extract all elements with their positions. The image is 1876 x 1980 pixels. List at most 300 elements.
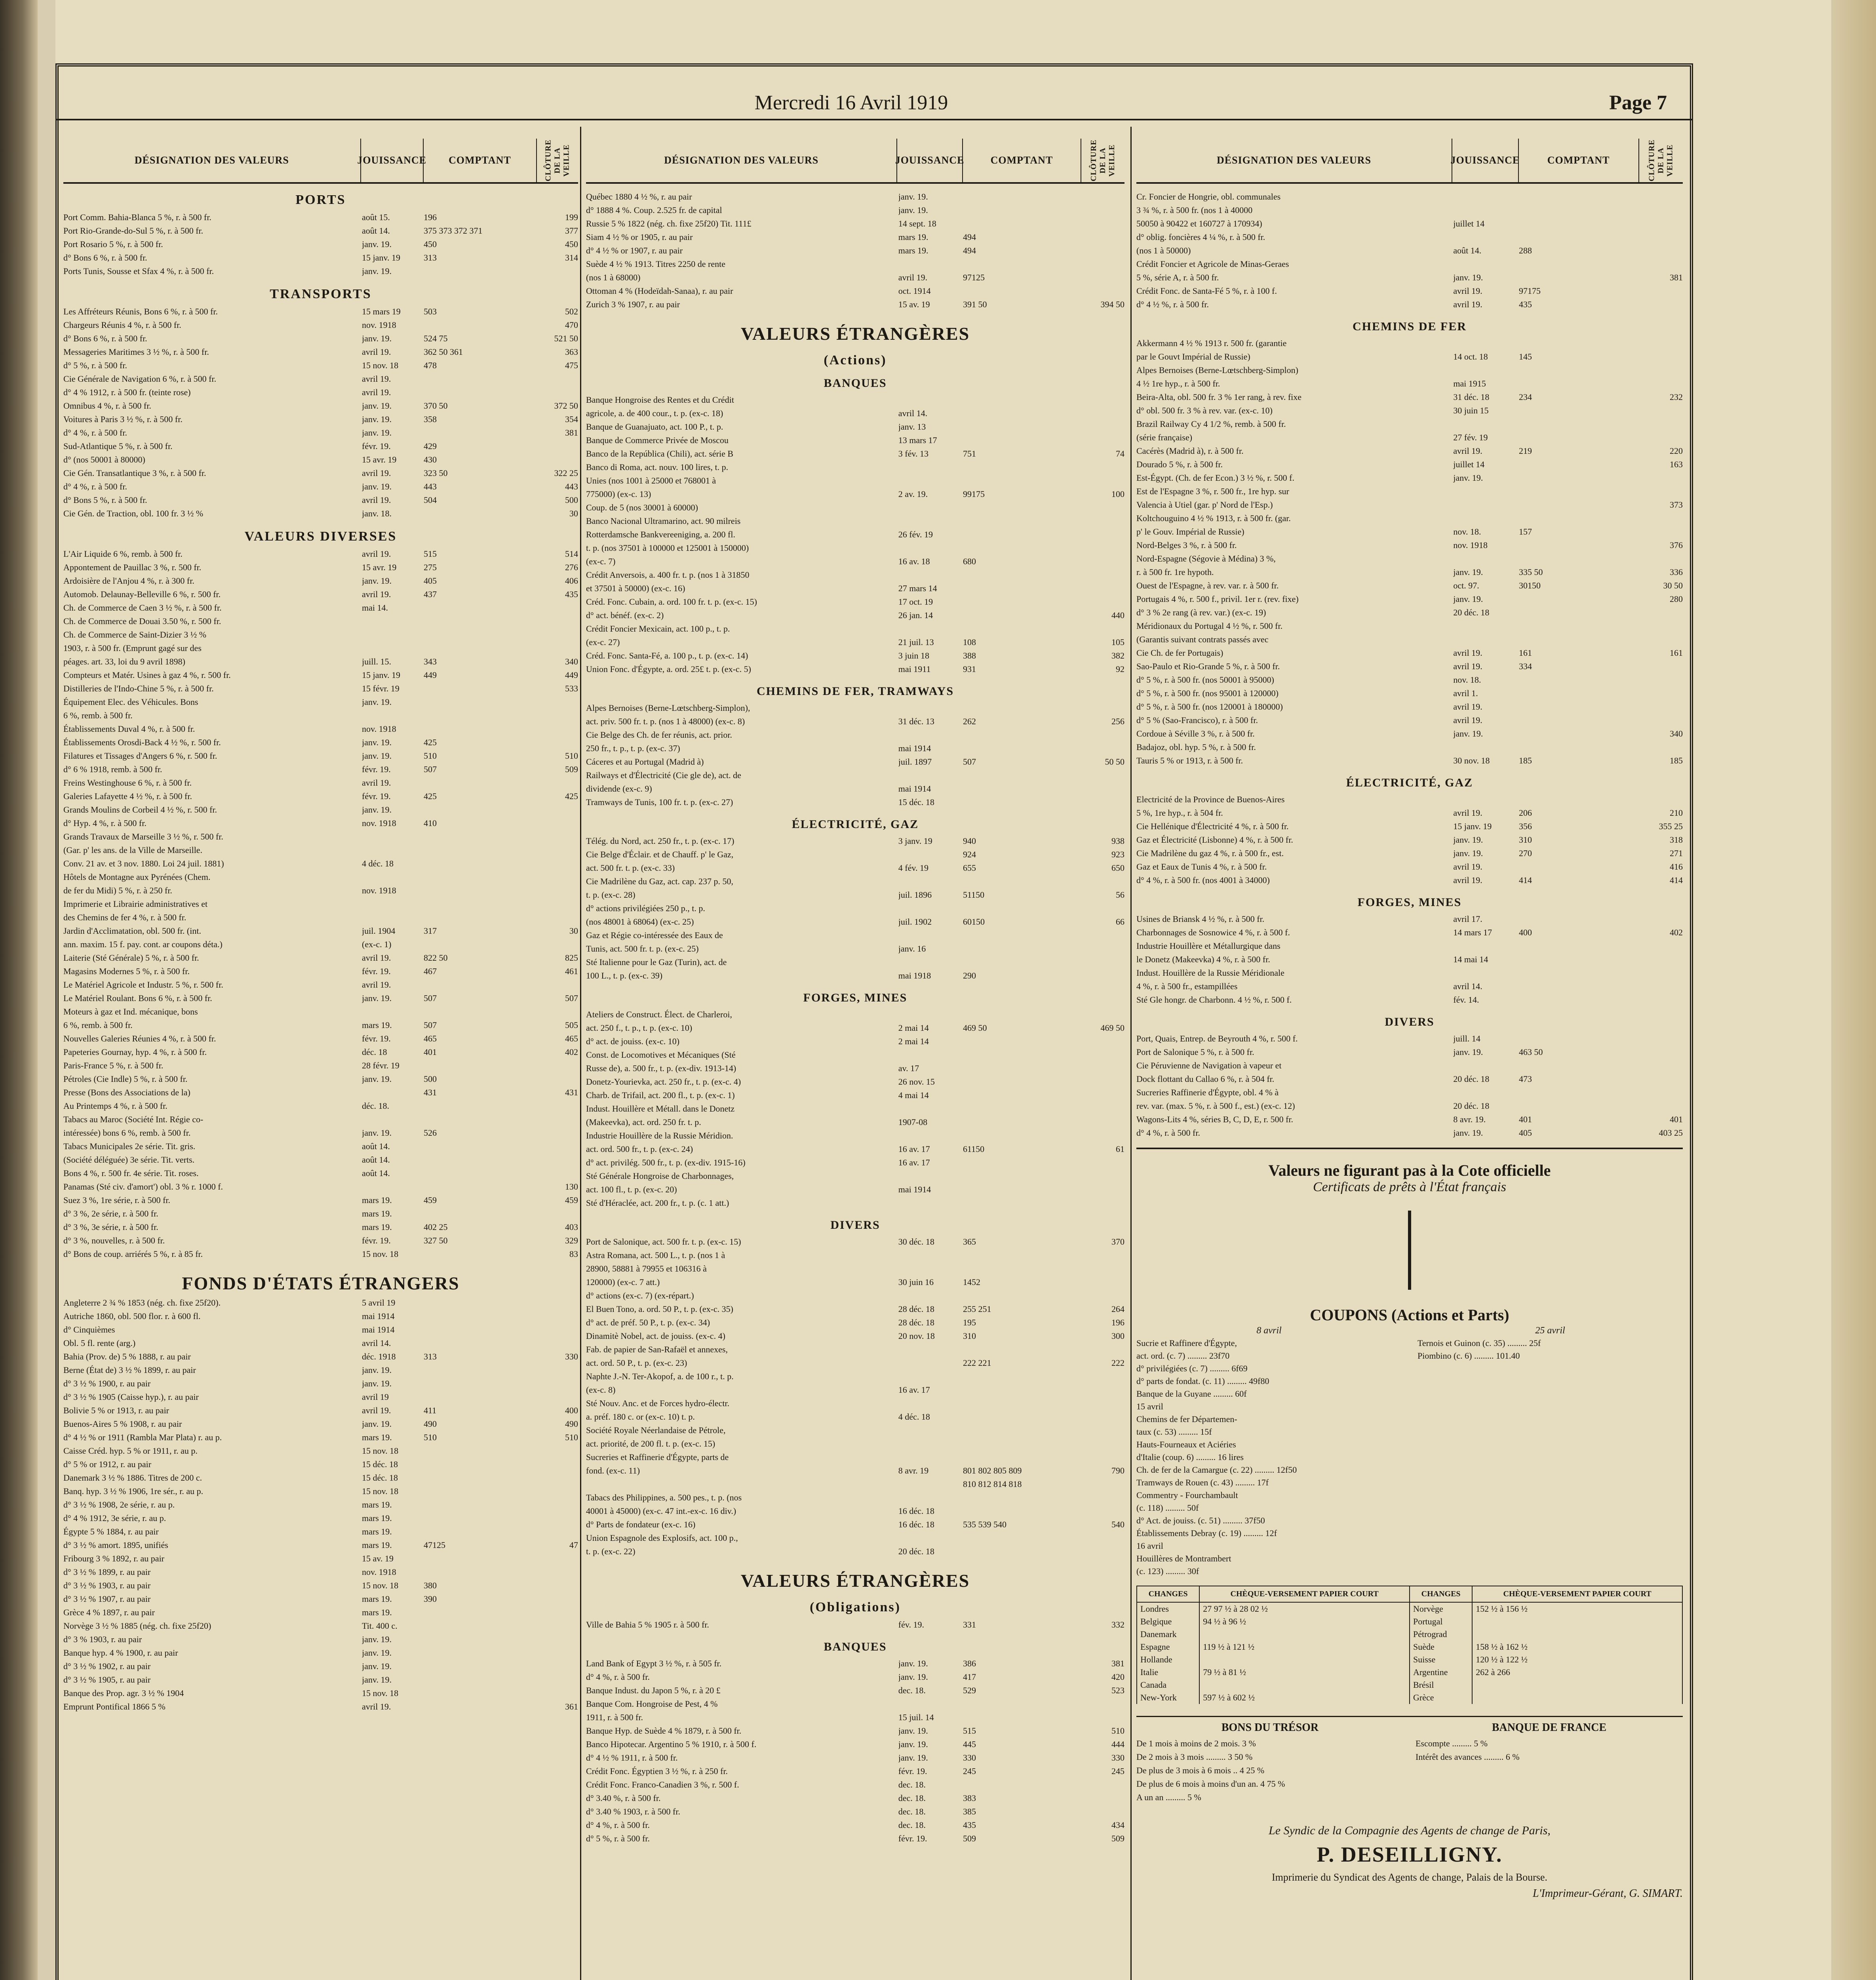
security-row	[586, 1751, 1124, 1765]
comptant: 509	[963, 1833, 976, 1843]
designation: Siam 4 ½ % or 1905, r. au pair	[586, 232, 693, 242]
designation: d° 4 ½ % 1911, r. à 500 fr.	[586, 1753, 678, 1763]
designation: Bolivie 5 % or 1913, r. au pair	[63, 1405, 169, 1415]
comptant	[424, 1606, 537, 1619]
security-row	[63, 1700, 578, 1713]
comptant	[1519, 1099, 1639, 1113]
cloture	[537, 1390, 578, 1404]
cloture: 210	[1669, 808, 1683, 818]
comptant: 435	[1518, 299, 1532, 309]
comptant: 206	[1518, 808, 1532, 818]
designation: Astra Romana, act. 500 L., t. p. (nos 1 à	[586, 1250, 725, 1260]
jouissance: 15 nov. 18	[362, 1580, 399, 1590]
comptant	[1519, 592, 1639, 606]
cloture	[537, 1565, 578, 1579]
security-row	[586, 728, 1124, 742]
securities-list	[586, 393, 1124, 676]
jouissance: mai 1915	[1453, 379, 1486, 388]
designation: Land Bank of Egypt 3 ½ %, r. à 505 fr.	[586, 1658, 722, 1668]
jouissance: févr. 19.	[362, 966, 391, 976]
jouissance	[898, 1356, 963, 1370]
section-title: FORGES, MINES	[803, 991, 908, 1004]
cloture	[537, 884, 578, 897]
comptant	[963, 1129, 1081, 1142]
jouissance: 4 déc. 18	[898, 1412, 930, 1422]
comptant	[424, 372, 537, 386]
comptant: 401	[1518, 1114, 1532, 1124]
cloture	[537, 938, 578, 951]
comptant	[424, 1444, 537, 1458]
jouissance: 4 fév. 19	[898, 863, 928, 873]
rate	[1472, 1615, 1682, 1628]
cloture	[537, 1336, 578, 1350]
jouissance: dec. 18.	[898, 1820, 926, 1830]
jouissance	[898, 1531, 963, 1545]
securities-list	[586, 1008, 1124, 1210]
cloture: 322 25	[554, 468, 578, 478]
comptant	[424, 1059, 537, 1072]
designation: (Makeevka), act. ord. 250 fr. t. p.	[586, 1117, 701, 1127]
cloture	[1081, 1531, 1124, 1545]
comptant	[963, 1062, 1081, 1075]
jouissance: 27 fév. 19	[1453, 432, 1488, 442]
security-row	[63, 1633, 578, 1646]
cloture	[1081, 1196, 1124, 1210]
designation: Est-Égypt. (Ch. de fer Econ.) 3 ½ %, r. 500 f.	[1136, 473, 1294, 483]
bdf-lines	[1416, 1737, 1683, 1764]
jouissance	[898, 1343, 963, 1356]
designation: Cacérès (Madrid à), r. à 500 fr.	[1136, 446, 1244, 456]
jouissance: mars 19.	[362, 1432, 392, 1442]
jouissance	[898, 1451, 963, 1464]
jouissance	[362, 628, 424, 642]
jouissance: 13 mars 17	[898, 435, 937, 445]
designation: d° 3 %, nouvelles, r. à 500 fr.	[63, 1236, 165, 1245]
designation: Dinamitè Nobel, act. de jouiss. (ex-c. 4)	[586, 1331, 725, 1341]
jouissance: 16 av. 17	[898, 1158, 930, 1167]
designation: Sté Nouv. Anc. et de Forces hydro-électr.	[586, 1398, 730, 1408]
security-row	[586, 1142, 1124, 1156]
jouissance: fév. 19.	[898, 1620, 924, 1630]
cloture: 502	[565, 307, 578, 316]
cloture: 650	[1111, 863, 1124, 873]
text-line: (c. 123) ......... 30f	[1136, 1566, 1199, 1576]
designation: Cie Gén. de Traction, obl. 100 fr. 3 ½ %	[63, 508, 204, 518]
security-row	[586, 1765, 1124, 1778]
coupons-block	[1136, 1324, 1683, 1578]
cloture	[1081, 1169, 1124, 1183]
rate	[1199, 1653, 1410, 1666]
cloture	[1081, 1129, 1124, 1142]
security-row	[586, 190, 1124, 204]
section-title: DIVERS	[1385, 1015, 1435, 1028]
comptant: 931	[963, 664, 976, 674]
comptant	[424, 386, 537, 399]
comptant	[963, 956, 1081, 969]
comptant	[1519, 966, 1639, 980]
designation: d° 3.40 % 1903, r. à 500 fr.	[586, 1807, 680, 1816]
security-row	[586, 1169, 1124, 1183]
designation: d° 3.40 %, r. à 500 fr.	[586, 1793, 661, 1803]
comptant: 108	[963, 637, 976, 647]
designation: Égypte 5 % 1884, r. au pair	[63, 1527, 159, 1536]
designation: Ardoisière de l'Anjou 4 %, r. à 300 fr.	[63, 576, 194, 586]
jouissance: dec. 18.	[898, 1807, 926, 1816]
security-row	[586, 1711, 1124, 1724]
cloture: 505	[565, 1020, 578, 1030]
cloture	[1639, 673, 1683, 687]
section-title: ÉLECTRICITÉ, GAZ	[791, 818, 919, 831]
cloture	[1639, 230, 1683, 244]
comptant: 478	[424, 360, 437, 370]
designation: Beira-Alta, obl. 500 fr. 3 % 1er rang, à rev. fixe	[1136, 392, 1302, 402]
jouissance: janv. 19.	[362, 428, 392, 438]
section-subtitle: (Actions)	[824, 353, 887, 367]
security-row	[63, 318, 578, 332]
cloture	[537, 1606, 578, 1619]
cloture	[537, 615, 578, 628]
section-title: BANQUES	[824, 1640, 887, 1653]
security-row	[63, 655, 578, 668]
security-row	[63, 1660, 578, 1673]
exchange-row	[1137, 1628, 1682, 1641]
designation: Port Comm. Bahia-Blanca 5 %, r. à 500 fr.	[63, 212, 211, 222]
jouissance: avril 19.	[1453, 808, 1482, 818]
jouissance: janv. 19.	[362, 266, 392, 276]
cloture	[1639, 1072, 1683, 1086]
designation: Pétroles (Cie Indle) 5 %, r. à 500 fr.	[63, 1074, 188, 1084]
jouissance: 26 nov. 15	[898, 1077, 935, 1087]
comptant: 680	[963, 556, 976, 566]
jouissance: nov. 1918	[362, 724, 396, 734]
jouissance: avril 19.	[362, 953, 391, 963]
security-row	[1136, 390, 1683, 404]
cloture: 431	[565, 1087, 578, 1097]
comptant	[424, 1310, 537, 1323]
security-row	[63, 722, 578, 736]
text-line: Sucrie et Raffinere d'Égypte,	[1136, 1338, 1237, 1348]
jouissance: mars 19.	[362, 1209, 392, 1218]
comptant	[424, 1099, 537, 1113]
cloture	[1081, 474, 1124, 487]
security-row	[63, 547, 578, 561]
security-row	[1136, 271, 1683, 284]
jouissance	[898, 1102, 963, 1116]
designation: rev. var. (max. 5 %, r. à 500 f., est.) (ex-c. 12)	[1136, 1101, 1295, 1111]
cloture: 790	[1111, 1466, 1124, 1475]
cloture: 185	[1669, 756, 1683, 765]
designation: Galeries Lafayette 4 ½ %, r. à 500 fr.	[63, 791, 192, 801]
cloture: 475	[565, 360, 578, 370]
comptant	[963, 728, 1081, 742]
designation: Badajoz, obl. hyp. 5 %, r. à 500 fr.	[1136, 742, 1256, 752]
designation: Banco de la República (Chili), act. série B	[586, 449, 734, 459]
designation: 250 fr., t. p., t. p. (ex-c. 37)	[586, 743, 680, 753]
jouissance: nov. 18.	[1453, 675, 1481, 685]
comptant	[963, 393, 1081, 407]
jouissance: nov. 18.	[1453, 527, 1481, 537]
comptant: 343	[424, 657, 437, 666]
security-row	[586, 1805, 1124, 1818]
designation: Banque Com. Hongroise de Pest, 4 %	[586, 1699, 718, 1709]
cloture	[1081, 407, 1124, 420]
designation: (série française)	[1136, 432, 1193, 442]
jouissance	[1453, 619, 1519, 633]
comptant	[963, 1410, 1081, 1424]
security-row	[586, 487, 1124, 501]
designation: Banque Indust. du Japon 5 %, r. à 20 £	[586, 1685, 721, 1695]
security-row	[586, 244, 1124, 257]
rates-block	[1136, 1716, 1683, 1804]
comptant	[424, 1296, 537, 1310]
rate: 119 ½ à 121 ½	[1199, 1641, 1410, 1653]
designation: Banque hyp. 4 % 1900, r. au pair	[63, 1648, 178, 1658]
jouissance	[1453, 257, 1519, 271]
comptant: 245	[963, 1766, 976, 1776]
cloture	[537, 1512, 578, 1525]
security-row	[63, 507, 578, 520]
jouissance: juil. 1897	[898, 757, 932, 767]
rate	[1472, 1691, 1682, 1704]
comptant	[424, 978, 537, 992]
security-row	[586, 1531, 1124, 1545]
security-row	[586, 1276, 1124, 1289]
cloture: 470	[565, 320, 578, 330]
jouissance: janv. 19.	[1453, 567, 1483, 577]
security-row	[63, 1390, 578, 1404]
security-row	[63, 1140, 578, 1153]
comptant	[963, 1711, 1081, 1724]
comptant	[424, 938, 537, 951]
designation: Bahia (Prov. de) 5 % 1888, r. au pair	[63, 1352, 191, 1361]
jouissance: avril 19.	[1453, 702, 1482, 712]
jouissance	[898, 1424, 963, 1437]
cloture	[1639, 431, 1683, 444]
comptant	[963, 257, 1081, 271]
jouissance: av. 17	[898, 1063, 919, 1073]
jouissance: mars 19.	[362, 1594, 392, 1604]
designation: Industrie Houillère de la Russie Méridion.	[586, 1131, 733, 1140]
jouissance: 14 mai 14	[1453, 954, 1488, 964]
text-line: Ch. de fer de la Camargue (c. 22) ......... 12f50	[1136, 1465, 1297, 1475]
security-row	[63, 924, 578, 938]
jouissance: févr. 19.	[362, 764, 391, 774]
cloture: 443	[565, 482, 578, 491]
security-row	[586, 555, 1124, 568]
cloture	[1639, 337, 1683, 350]
jouissance: janv. 19.	[362, 697, 392, 707]
designation: des Chemins de fer 4 %, r. à 500 fr.	[63, 912, 186, 922]
cloture	[1081, 782, 1124, 796]
designation: Cáceres et au Portugal (Madrid à)	[586, 757, 704, 767]
security-row	[1136, 633, 1683, 646]
security-row	[586, 956, 1124, 969]
securities-list	[586, 1235, 1124, 1558]
jouissance	[898, 929, 963, 942]
designation: El Buen Tono, a. ord. 50 P., t. p. (ex-c. 35)	[586, 1304, 734, 1314]
security-row	[1136, 646, 1683, 660]
comptant	[963, 461, 1081, 474]
designation: d° 4 %, r. à 500 fr.	[1136, 1128, 1200, 1138]
securities-list	[1136, 190, 1683, 311]
designation: act. 100 fl., t. p. (ex-c. 20)	[586, 1184, 677, 1194]
text-line: taux (c. 53) ......... 15f	[1136, 1427, 1212, 1437]
comptant: 515	[963, 1726, 976, 1736]
comptant: 435	[963, 1820, 976, 1830]
jouissance: 31 déc. 18	[1453, 392, 1490, 402]
cloture	[1081, 1792, 1124, 1805]
text-line: d° parts de fondat. (c. 11) ......... 49f80	[1136, 1376, 1269, 1386]
jouissance: mars 19.	[362, 1540, 392, 1550]
gerant-line: L'Imprimeur-Gérant, G. SIMART.	[1533, 1887, 1683, 1900]
cloture	[537, 1646, 578, 1660]
securities-list	[63, 1296, 578, 1713]
comptant	[1519, 512, 1639, 525]
comptant	[424, 695, 537, 709]
jouissance: oct. 97.	[1453, 581, 1479, 590]
designation: 6 %, remb. à 500 fr.	[63, 710, 133, 720]
comptant	[963, 609, 1081, 622]
jouissance: 28 févr. 19	[362, 1060, 400, 1070]
security-row	[586, 796, 1124, 809]
security-row	[586, 649, 1124, 663]
security-row	[1136, 847, 1683, 860]
security-row	[63, 938, 578, 951]
comptant	[963, 1697, 1081, 1711]
comptant: 449	[424, 670, 437, 680]
coupons-title: COUPONS (Actions et Parts)	[1310, 1306, 1509, 1324]
rate: 94 ½ à 96 ½	[1199, 1615, 1410, 1628]
jouissance: 27 mars 14	[898, 583, 937, 593]
jouissance	[898, 701, 963, 715]
security-row	[63, 1606, 578, 1619]
jouissance: avril 19.	[1453, 661, 1482, 671]
cloture	[537, 803, 578, 817]
comptant: 465	[424, 1034, 437, 1043]
security-row	[586, 1724, 1124, 1738]
cloture: 510	[565, 1432, 578, 1442]
cloture: 256	[1111, 716, 1124, 726]
designation: Caisse Créd. hyp. 5 % or 1911, r. au p.	[63, 1446, 198, 1456]
jouissance: 15 déc. 18	[362, 1459, 398, 1469]
comptant: 390	[424, 1594, 437, 1604]
cloture: 440	[1111, 610, 1124, 620]
imprimerie-line: Imprimerie du Syndicat des Agents de change, Palais de la Bourse.	[1271, 1871, 1548, 1883]
cloture	[1639, 660, 1683, 673]
jouissance	[898, 461, 963, 474]
comptant	[424, 1471, 537, 1485]
jouissance: 15 nov. 18	[362, 1249, 399, 1259]
designation: Cie Générale de Navigation 6 %, r. à 500 fr.	[63, 374, 217, 384]
designation: Cie Madrilène du gaz 4 %, r. à 500 fr., est.	[1136, 848, 1284, 858]
cloture: 825	[565, 953, 578, 963]
comptant: 288	[1518, 246, 1532, 255]
jouissance	[1453, 1086, 1519, 1099]
jouissance: mai 1911	[898, 664, 931, 674]
jouissance: janv. 13	[898, 422, 926, 432]
comptant: 507	[424, 764, 437, 774]
security-row	[586, 1491, 1124, 1504]
text-line: Chemins de fer Départemen-	[1136, 1414, 1237, 1424]
designation: Indust. Houillère de la Russie Méridionale	[1136, 968, 1284, 978]
cloture	[1639, 284, 1683, 298]
security-row	[63, 857, 578, 870]
comptant	[1519, 939, 1639, 953]
cloture	[1081, 244, 1124, 257]
comptant	[963, 742, 1081, 755]
designation: d° Cinquièmes	[63, 1325, 115, 1335]
designation: Messageries Maritimes 3 ½ %, r. à 500 fr.	[63, 347, 209, 357]
comptant	[424, 776, 537, 790]
cloture	[1639, 1099, 1683, 1113]
security-row	[586, 1249, 1124, 1262]
security-row	[586, 284, 1124, 298]
jouissance: janv. 19.	[362, 1661, 392, 1671]
cloture: 401	[1669, 1114, 1683, 1124]
cloture: 434	[1111, 1820, 1124, 1830]
security-row	[1136, 230, 1683, 244]
designation: d° 3 ½ % 1905, r. au pair	[63, 1675, 151, 1685]
jouissance	[1453, 417, 1519, 431]
comptant: 388	[963, 651, 976, 661]
jouissance: nov. 1918	[362, 320, 396, 330]
security-row	[1136, 980, 1683, 993]
designation: Cie Ch. de fer Portugais)	[1136, 648, 1223, 658]
security-row	[1136, 404, 1683, 417]
cloture: 222	[1111, 1358, 1124, 1368]
designation: Suez 3 %, 1re série, r. à 500 fr.	[63, 1195, 171, 1205]
security-row	[63, 1646, 578, 1660]
designation: Ch. de Commerce de Douai 3.50 %, r. 500 fr.	[63, 616, 221, 626]
cloture	[1081, 1397, 1124, 1410]
cloture: 514	[565, 549, 578, 559]
comptant	[1519, 1086, 1639, 1099]
cloture	[1081, 1805, 1124, 1818]
comptant	[963, 474, 1081, 487]
security-row	[1136, 1126, 1683, 1140]
designation: agricole, a. de 400 cour., t. p. (ex-c. 18)	[586, 408, 723, 418]
jouissance	[362, 1113, 424, 1126]
cloture: 381	[1111, 1658, 1124, 1668]
column-3	[1136, 139, 1683, 1980]
security-row	[586, 1316, 1124, 1329]
designation: 3 ¾ %, r. à 500 fr. (nos 1 à 40000	[1136, 205, 1253, 215]
security-row	[63, 870, 578, 884]
security-row	[63, 1458, 578, 1471]
security-row	[586, 609, 1124, 622]
designation: Portugais 4 %, r. 500 f., privil. 1er r. (rev. fixe)	[1136, 594, 1299, 604]
cloture: 403 25	[1659, 1128, 1683, 1138]
jouissance: 2 av. 19.	[898, 489, 928, 499]
security-row	[63, 1207, 578, 1220]
security-row	[1136, 539, 1683, 552]
bdf-title: BANQUE DE FRANCE	[1492, 1721, 1607, 1734]
security-row	[586, 420, 1124, 434]
page-number: Page 7	[1609, 91, 1667, 114]
comptant: 185	[1518, 756, 1532, 765]
cloture	[537, 817, 578, 830]
jouissance: 16 av. 17	[898, 1144, 930, 1154]
jouissance	[898, 1289, 963, 1302]
designation: Chargeurs Réunis 4 %, r. à 500 fr.	[63, 320, 181, 330]
cloture	[1081, 902, 1124, 915]
cloture	[1081, 541, 1124, 555]
security-row	[63, 305, 578, 318]
city: Brésil	[1410, 1679, 1472, 1691]
comptant	[1519, 912, 1639, 926]
jouissance	[898, 541, 963, 555]
jouissance: 4 déc. 18	[362, 859, 394, 868]
